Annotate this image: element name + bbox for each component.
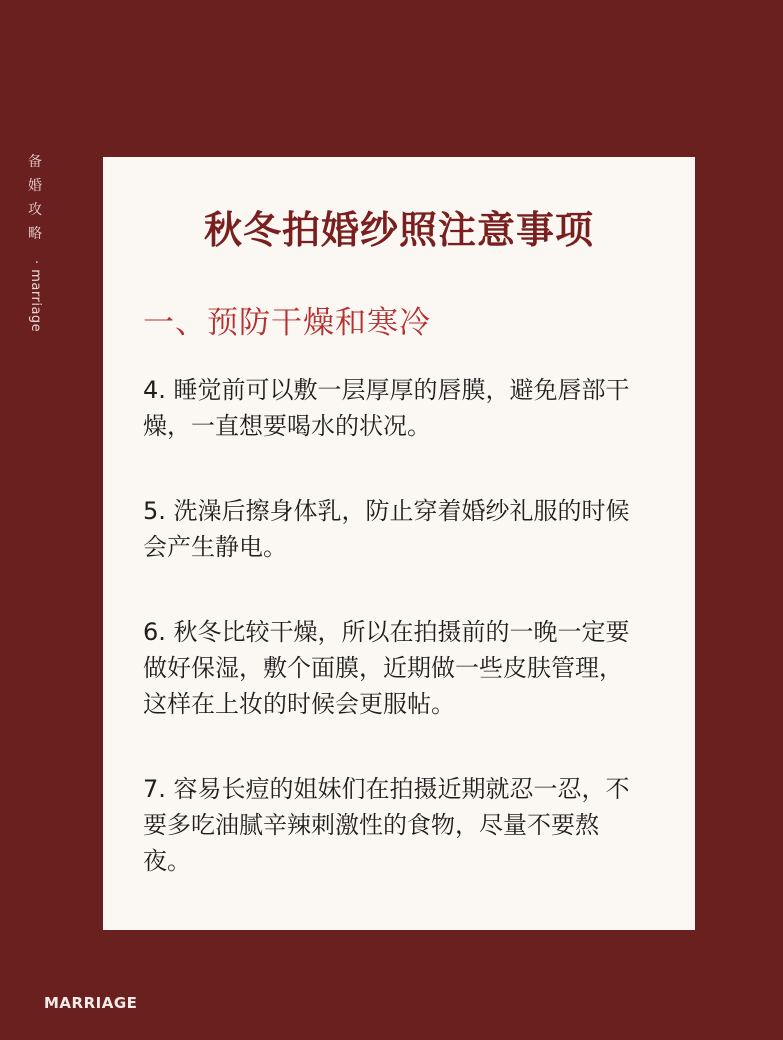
side-char: 略 — [28, 226, 42, 242]
tips-list — [143, 372, 643, 928]
side-char: 婚 — [28, 178, 42, 194]
content-card — [103, 157, 695, 930]
list-item: 5. 洗澡后擦身体乳，防止穿着婚纱礼服的时候会产生静电。 — [143, 497, 630, 561]
side-chinese-label — [26, 150, 44, 246]
list-item: 4. 睡觉前可以敷一层厚厚的唇膜，避免唇部干燥，一直想要喝水的状况。 — [143, 376, 630, 440]
list-item: 6. 秋冬比较干燥，所以在拍摄前的一晚一定要做好保湿，敷个面膜，近期做一些皮肤管理，这样在上妆的时候会更服帖。 — [143, 618, 630, 718]
list-item: 7. 容易长痘的姐妹们在拍摄近期就忍一忍，不要多吃油腻辛辣刺激性的食物，尽量不要熬夜。 — [143, 775, 630, 875]
side-char: 备 — [28, 154, 42, 170]
footer-brand: MARRIAGE — [44, 994, 138, 1012]
side-char: 攻 — [28, 202, 42, 218]
page-title: 秋冬拍婚纱照注意事项 — [203, 208, 594, 252]
section-heading: 一、预防干燥和寒冷 — [143, 305, 431, 341]
side-english-label: · marriage — [28, 260, 43, 333]
side-vertical-label — [26, 150, 44, 332]
